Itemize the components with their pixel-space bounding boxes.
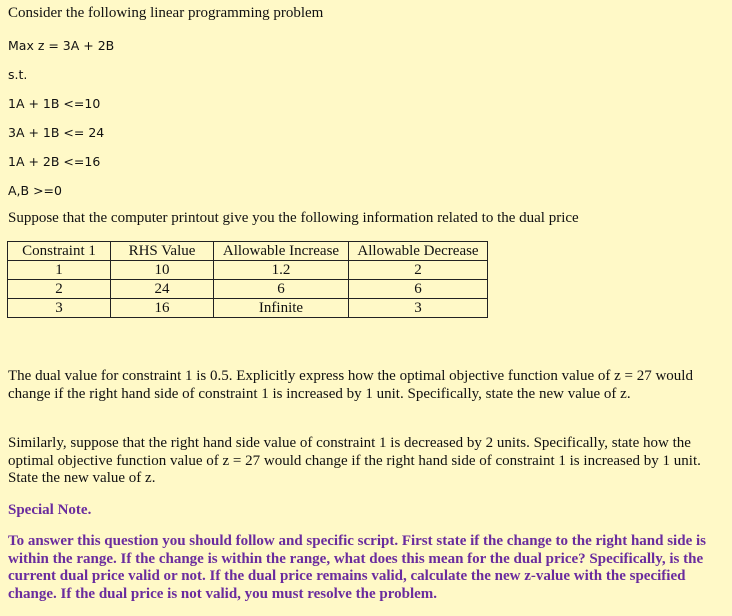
cell-decrease: 2 <box>349 261 488 280</box>
cell-rhs: 24 <box>111 280 214 299</box>
question-paragraph-1: The dual value for constraint 1 is 0.5. Explicitly express how the optimal objective function value of z = 27 would change if the right hand side of constraint 1 is increased by 1 unit. Specifically, state the new value of z. <box>8 368 693 402</box>
cell-rhs: 16 <box>111 299 214 318</box>
cell-increase: 6 <box>214 280 349 299</box>
special-note-title: Special Note. <box>8 502 92 518</box>
cell-increase: Infinite <box>214 299 349 318</box>
constraint-1: 1A + 1B <=10 <box>8 96 101 111</box>
header-rhs-value: RHS Value <box>111 242 214 261</box>
suppose-text: Suppose that the computer printout give you the following information related to the dual price <box>8 210 579 226</box>
subject-to-label: s.t. <box>8 67 28 82</box>
cell-constraint: 2 <box>8 280 111 299</box>
header-allowable-increase: Allowable Increase <box>214 242 349 261</box>
nonnegativity-constraint: A,B >=0 <box>8 183 62 198</box>
cell-decrease: 6 <box>349 280 488 299</box>
header-constraint: Constraint 1 <box>8 242 111 261</box>
table-header-row <box>8 242 488 261</box>
constraint-2: 3A + 1B <= 24 <box>8 125 105 140</box>
table-row <box>8 299 488 318</box>
cell-decrease: 3 <box>349 299 488 318</box>
header-allowable-decrease: Allowable Decrease <box>349 242 488 261</box>
question-paragraph-2: Similarly, suppose that the right hand side value of constraint 1 is decreased by 2 units. Specifically, state how the optimal objective function value of z = 27 would change if the right hand side of constraint 1 is increased by 1 unit. State the new value of z. <box>8 435 701 486</box>
intro-text: Consider the following linear programming problem <box>8 5 324 21</box>
objective-function: Max z = 3A + 2B <box>8 38 115 53</box>
dual-price-table <box>7 241 488 318</box>
cell-increase: 1.2 <box>214 261 349 280</box>
constraint-3: 1A + 2B <=16 <box>8 154 101 169</box>
table-row <box>8 261 488 280</box>
cell-rhs: 10 <box>111 261 214 280</box>
special-note-body: To answer this question you should follow and specific script. First state if the change to the right hand side is within the range. If the change is within the range, what does this mean for the dual price? Specifically, is the current dual price valid or not. If the dual price remains valid, calculate the new z-value with the specified change. If the dual price is not valid, you must resolve the problem. <box>8 533 706 602</box>
cell-constraint: 3 <box>8 299 111 318</box>
table-row <box>8 280 488 299</box>
cell-constraint: 1 <box>8 261 111 280</box>
